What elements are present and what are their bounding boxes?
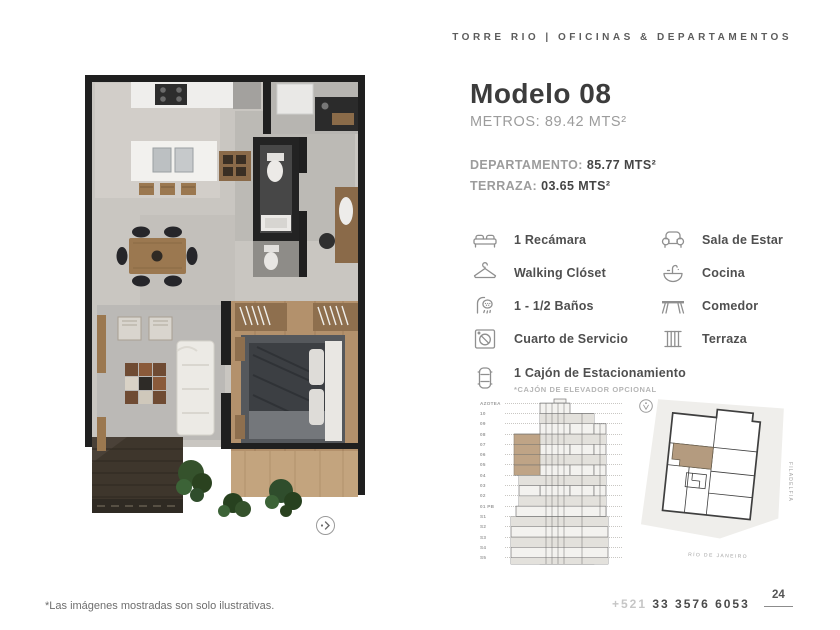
elevation-building [510,398,622,566]
departamento-label: DEPARTAMENTO: [470,158,583,172]
floor-label: 09 [480,421,486,427]
floor-label: 10 [480,410,486,416]
total-area: METROS: 89.42 MTS² [470,114,627,130]
amenity-sala-estar: Sala de Estar [658,226,815,254]
page-title: Modelo 08 [470,78,612,109]
info-panel [470,78,815,394]
bedroom [231,301,358,497]
terraza-value: 03.65 MTS² [541,179,611,193]
bed-icon [470,226,500,254]
phone-prefix: +521 [612,597,648,611]
phone-digits: 33 3576 6053 [652,597,750,611]
shower-icon [470,292,500,320]
terraza-line [470,176,815,197]
table-icon [658,292,688,320]
area-breakdown [470,155,815,197]
floor-label: 01 PB [480,503,495,509]
floor-label: S1 [480,513,487,519]
armchair-icon [658,226,688,254]
floor-label: 05 [480,462,486,468]
floor-label: S3 [480,534,487,540]
railing-icon [658,325,688,353]
parking-note: *CAJÓN DE ELEVADOR OPCIONAL [514,385,657,394]
next-arrow-icon[interactable] [316,516,335,535]
terraza-label: TERRAZA: [470,179,538,193]
floor-label: 04 [480,472,486,478]
floor-label: 02 [480,493,486,499]
departamento-value: 85.77 MTS² [586,158,657,172]
disclaimer-text: *Las imágenes mostradas son solo ilustrativas. [45,600,275,612]
floor-label: AZOTEA [480,400,501,406]
amenity-banos: 1 - 1/2 Baños [470,292,658,320]
amenity-cuarto-servicio: Cuarto de Servicio [470,325,658,353]
floor-label: 07 [480,441,486,447]
building-elevation [480,398,622,566]
site-plan [626,390,810,574]
floor-label: S5 [480,555,487,561]
amenity-comedor: Comedor [658,292,815,320]
amenity-walking-closet: Walking Clóset [470,259,658,287]
floor-label: 08 [480,431,486,437]
car-icon [470,364,500,392]
amenities-grid [470,223,815,355]
floor-plan [85,75,365,517]
phone-number [612,597,750,611]
departamento-line [470,155,815,176]
street-label-bottom: RÍO DE JANEIRO [688,551,749,561]
amenity-cocina: Cocina [658,259,815,287]
hanger-icon [470,259,500,287]
compass-icon [640,400,653,413]
page-number: 24 [764,589,793,607]
street-label-right: FILADELFIA [787,461,793,503]
sink-icon [658,259,688,287]
amenity-recamara: 1 Recámara [470,226,658,254]
floor-plan-render [85,75,365,540]
washer-icon [470,325,500,353]
floor-label: S4 [480,544,487,550]
header-brand: TORRE RIO | OFICINAS & DEPARTAMENTOS [452,32,792,43]
parking-label: 1 Cajón de Estacionamiento [514,366,686,380]
floor-label: S2 [480,524,487,530]
floor-label: 03 [480,483,486,489]
floor-label: 06 [480,452,486,458]
amenity-terraza: Terraza [658,325,815,353]
